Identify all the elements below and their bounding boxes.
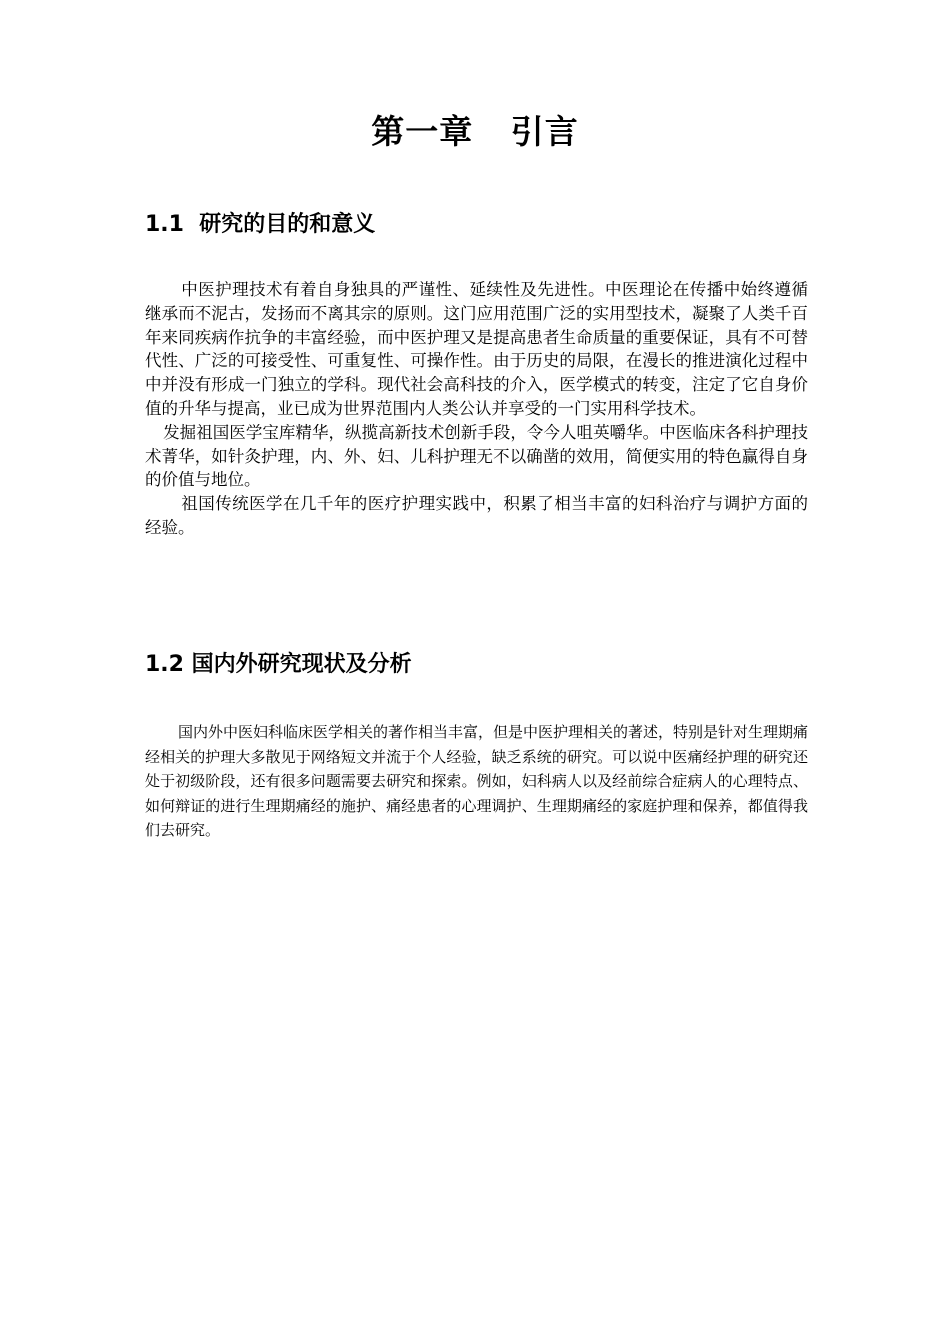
section-1-1-body xyxy=(145,278,808,540)
paragraph: 中医护理技术有着自身独具的严谨性、延续性及先进性。中医理论在传播中始终遵循继承而不泥古，发扬而不离其宗的原则。这门应用范围广泛的实用型技术，凝聚了人类千百年来同疾病作抗争的丰富经验，而中医护理又是提高患者生命质量的重要保证，具有不可替代性、广泛的可接受性、可重复性、可操作性。由于历史的局限，在漫长的推进演化过程中中并没有形成一门独立的学科。现代社会高科技的介入，医学模式的转变，注定了它自身价值的升华与提高，业已成为世界范围内人类公认并享受的一门实用科学技术。 xyxy=(145,280,808,418)
paragraph: 祖国传统医学在几千年的医疗护理实践中，积累了相当丰富的妇科治疗与调护方面的经验。 xyxy=(145,494,808,537)
chapter-title: 第一章 引言 xyxy=(371,112,579,151)
paragraph: 国内外中医妇科临床医学相关的著作相当丰富，但是中医护理相关的著述，特别是针对生理期痛经相关的护理大多散见于网络短文并流于个人经验，缺乏系统的研究。可以说中医痛经护理的研究还处于初级阶段，还有很多问题需要去研究和探索。例如，妇科病人以及经前综合症病人的心理特点、如何辩证的进行生理期痛经的施护、痛经患者的心理调护、生理期痛经的家庭护理和保养，都值得我们去研究。 xyxy=(145,723,809,839)
paragraph: 发掘祖国医学宝库精华，纵揽高新技术创新手段，令今人咀英嚼华。中医临床各科护理技术菁华，如针灸护理，内、外、妇、儿科护理无不以确凿的效用，简便实用的特色赢得自身的价值与地位。 xyxy=(145,422,808,490)
section-heading-1-2: 1.2 国内外研究现状及分析 xyxy=(145,652,412,677)
section-heading-1-1: 1.1 研究的目的和意义 xyxy=(145,212,376,237)
section-1-2-body xyxy=(145,720,808,843)
